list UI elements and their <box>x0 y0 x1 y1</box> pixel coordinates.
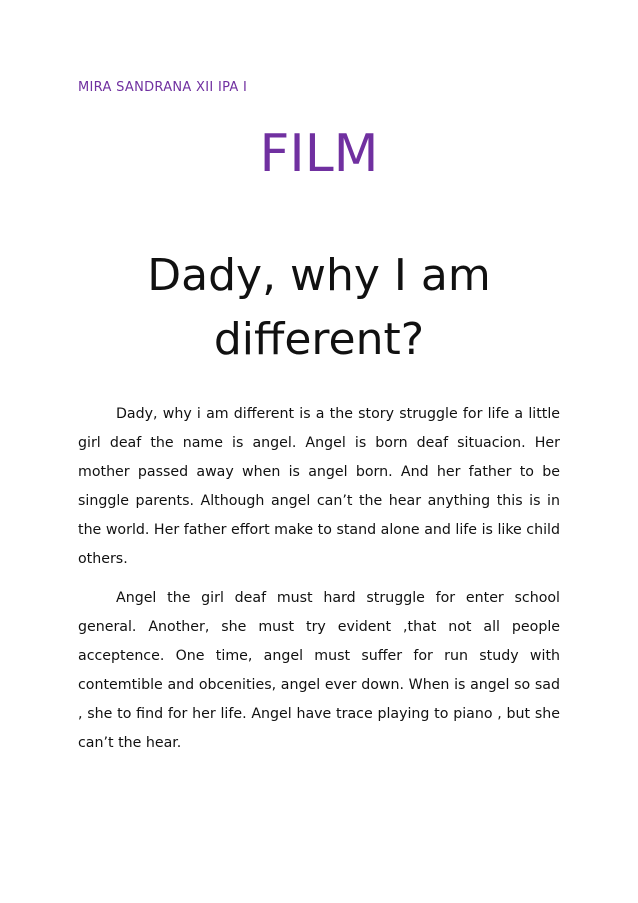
film-title-line-2: different? <box>213 314 425 365</box>
paragraph-2: Angel the girl deaf must hard struggle for enter school general. Another, she must try evident ,that not all people acceptence. One time, angel must suffer for run study with contemtible and obcenities, angel ever down. When is angel so sad , she to find for her life. Angel have trace playing to piano , but she can’t the hear. <box>78 590 560 751</box>
body-text <box>78 400 560 768</box>
film-title-line-1: Dady, why I am <box>147 250 491 301</box>
page-title-text: FILM <box>259 124 379 184</box>
author-line: MIRA SANDRANA XII IPA I <box>78 80 248 95</box>
page-title <box>0 124 638 184</box>
paragraph-1: Dady, why i am different is a the story struggle for life a little girl deaf the name is angel. Angel is born deaf situacion. Her mother passed away when is angel born. And her father to be singgle parents. Although angel can’t the hear anything this is in the world. Her father effort make to stand alone and life is like child others. <box>78 406 560 567</box>
film-title <box>0 244 638 372</box>
